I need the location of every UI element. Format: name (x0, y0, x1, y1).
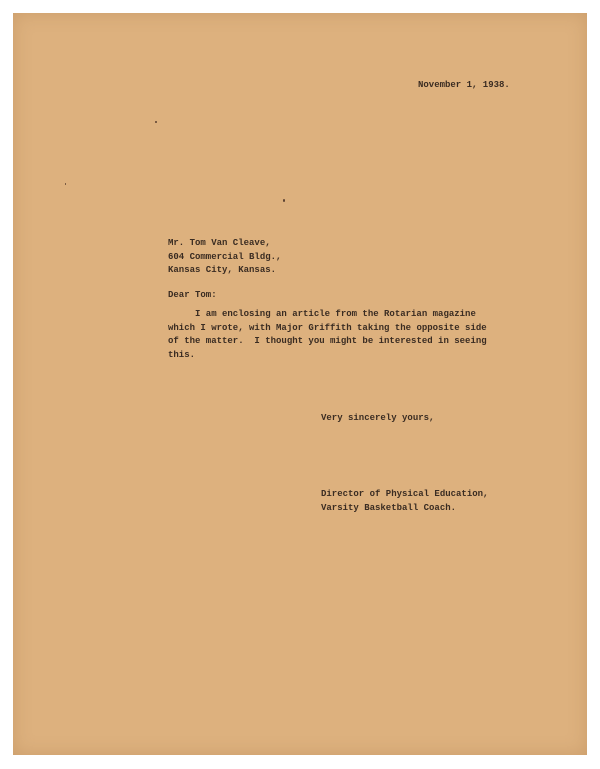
signature-line: Director of Physical Education, (321, 489, 489, 499)
body-line: I am enclosing an article from the Rotarian magazine (195, 309, 476, 319)
recipient-line: Kansas City, Kansas. (168, 265, 277, 275)
closing: Very sincerely yours, (321, 413, 435, 423)
recipient-address (168, 237, 281, 278)
recipient-line: Mr. Tom Van Cleave, (168, 238, 271, 248)
body-line: this. (168, 349, 196, 360)
recipient-line: 604 Commercial Bldg., (168, 251, 282, 262)
paper-speck (155, 121, 157, 123)
paper-speck (283, 199, 285, 202)
letter-page (13, 13, 587, 755)
body-line: of the matter. I thought you might be interested in seeing (168, 336, 487, 346)
body-line: which I wrote, with Major Griffith taking the opposite side (168, 322, 487, 333)
signature-block (321, 488, 488, 515)
salutation: Dear Tom: (168, 290, 217, 300)
paper-speck (65, 183, 66, 185)
letter-date: November 1, 1938. (418, 80, 510, 90)
signature-line: Varsity Basketball Coach. (321, 502, 457, 513)
letter-body (168, 308, 487, 362)
